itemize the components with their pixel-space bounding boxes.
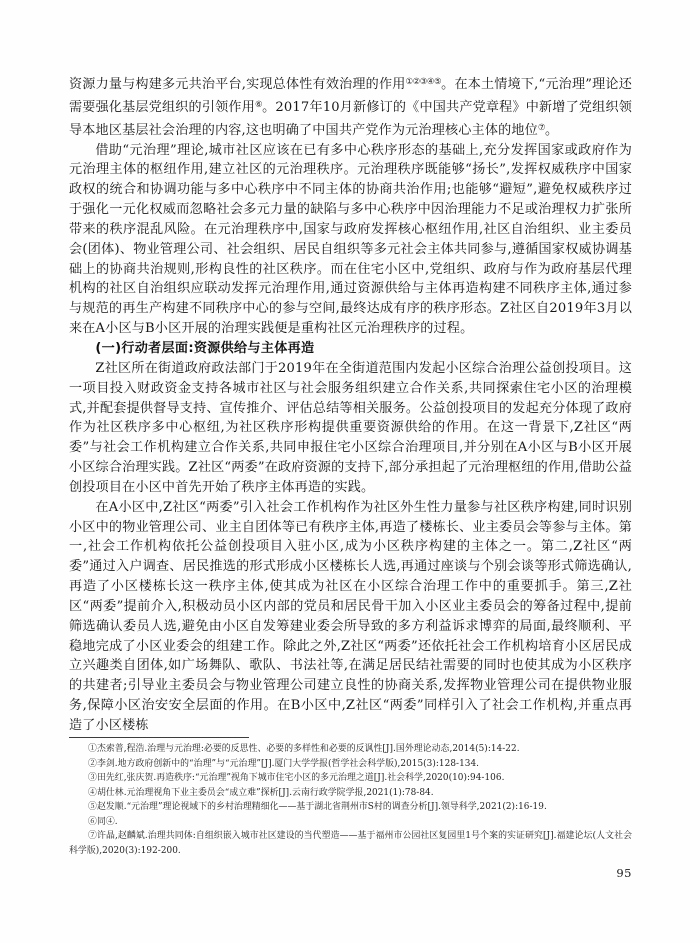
footnote-text-7: 许晶,赵麟斌.治理共同体:自组织嵌入城市社区建设的当代塑造——基于福州市公园社区复园里1号个案的实证研究[J].福建论坛(人文社会科学版),2020(3):192-200. bbox=[69, 831, 632, 856]
footnote-item-5 bbox=[69, 800, 632, 815]
footnote-item-4 bbox=[69, 786, 632, 801]
paragraph-1-seg-1: 资源力量与构建多元共治平台,实现总体性有效治理的作用 bbox=[69, 77, 406, 92]
page-number: 95 bbox=[616, 866, 632, 880]
footnote-text-2: 李剑.地方政府创新中的“治理”与“元治理”[J].厦门大学学报(哲学社会科学版),2015(3):128-134. bbox=[96, 758, 480, 769]
footnote-text-5: 赵发顺.“元治理”理论视域下的乡村治理精细化——基于湖北省荆州市S村的调查分析[J].领导科学,2021(2):16-19. bbox=[96, 802, 547, 813]
footnote-text-3: 田先红,张庆贺.再造秩序:“元治理”视角下城市住宅小区的多元治理之道[J].社会科学,2020(10):94-106. bbox=[96, 773, 505, 784]
paragraph-4: 在A小区中,Z社区“两委”引入社会工作机构作为社区外生性力量参与社区秩序构建,同时识别小区中的物业管理公司、业主自团体等已有秩序主体,再造了楼栋长、业主委员会等参与主体。第一,社会工作机构依托公益创投项目入驻小区,成为小区秩序构建的主体之一。第二,Z社区“两委”通过入户调查、居民推选的形式形成小区楼栋长人选,再通过座谈与个别会谈等形式筛选确认,再造了小区楼栋长这一秩序主体,使其成为社区在小区综合治理工作中的重要抓手。第三,Z社区“两委”提前介入,积极动员小区内部的党员和居民骨干加入小区业主委员会的筹备过程中,提前筛选确认委员人选,避免由小区自发筹建业委会所导致的多方利益诉求博弈的局面,最终顺利、平稳地完成了小区业委会的组建工作。除此之外,Z社区“两委”还依托社会工作机构培育小区居民成立兴趣类自团体,如广场舞队、歌队、书法社等,在满足居民结社需要的同时也使其成为小区秩序的共建者;引导业主委员会与物业管理公司建立良性的协商关系,发挥物业管理公司在提供物业服务,保障小区治安安全层面的作用。在B小区中,Z社区“两委”同样引入了社会工作机构,并重点再造了小区楼栋 bbox=[69, 499, 632, 733]
paragraph-3: Z社区所在街道政府政法部门于2019年在全街道范围内发起小区综合治理公益创投项目。这一项目投入财政资金支持各城市社区与社会服务组织建立合作关系,共同探索住宅小区的治理模式,并配套提供督导支持、宣传推介、评估总结等相关服务。公益创投项目的发起充分体现了政府作为社区秩序多中心枢纽,为社区秩序形构提供重要资源供给的作用。在这一背景下,Z社区“两委”与社会工作机构建立合作关系,共同申报住宅小区综合治理项目,并分别在A小区与B小区开展小区综合治理实践。Z社区“两委”在政府资源的支持下,部分承担起了元治理枢纽的作用,借助公益创投项目在小区中首先开始了秩序主体再造的实践。 bbox=[69, 360, 632, 495]
footnote-text-4: 胡仕林.元治理视角下业主委员会“成立难”探析[J].云南行政学院学报,2021(1):78-84. bbox=[96, 787, 434, 798]
footnote-marker-5: ⑤ bbox=[88, 802, 97, 813]
footnote-marker-4: ④ bbox=[88, 787, 97, 798]
footnote-marker-7: ⑦ bbox=[88, 831, 97, 842]
paragraph-1-seg-2: 。在本土情境下,“元治理”理论还需要强化基层党组织的引领作用 bbox=[69, 77, 632, 115]
paragraph-1-seg-4: 。 bbox=[545, 122, 559, 138]
footnote-item-6 bbox=[69, 815, 632, 830]
footnote-item-3 bbox=[69, 771, 632, 786]
paragraph-2: 借助“元治理”理论,城市社区应该在已有多中心秩序形态的基础上,充分发挥国家或政府作为元治理主体的枢纽作用,建立社区的元治理秩序。元治理秩序既能够“扬长”,发挥权威秩序中国家政权的统合和协调功能与多中心秩序中不同主体的协商共治作用;也能够“避短”,避免权威秩序过于强化一元化权威而忽略社会多元力量的缺陷与多中心秩序中因治理能力不足或治理权力扩张所带来的秩序混乱风险。在元治理秩序中,国家与政府发挥核心枢纽作用,社区自治组织、业主委员会(团体)、物业管理公司、社会组织、居民自组织等多元社会主体共同参与,遵循国家权威协调基础上的协商共治规则,形构良性的社区秩序。而在住宅小区中,党组织、政府与作为政府基层代理机构的社区自治组织应联动发挥元治理作用,通过资源供给与主体再造构建不同秩序主体,通过参与规范的再生产构建不同秩序中心的参与空间,最终达成有序的秩序形态。Z社区自2019年3月以来在A小区与B小区开展的治理实践便是重构社区元治理秩序的过程。 bbox=[69, 142, 632, 337]
footnote-ref-6[interactable]: ⑥ bbox=[254, 98, 263, 109]
footnote-item-1 bbox=[69, 742, 632, 757]
footnote-item-2 bbox=[69, 757, 632, 772]
footnote-marker-6: ⑥ bbox=[88, 816, 97, 827]
footnote-ref-1-5[interactable]: ①②③④⑤ bbox=[405, 76, 442, 86]
footnote-ref-7[interactable]: ⑦ bbox=[537, 121, 546, 132]
section-heading: (一)行动者层面:资源供给与主体再造 bbox=[95, 340, 315, 356]
body-text-column bbox=[69, 72, 632, 736]
footnote-marker-2: ② bbox=[88, 758, 97, 769]
footnote-text-6: 同④. bbox=[96, 816, 118, 827]
footnote-marker-3: ③ bbox=[88, 773, 97, 784]
footnote-separator-rule bbox=[69, 737, 249, 738]
paragraph-1 bbox=[69, 72, 632, 141]
paragraph-1-seg-3: 。2017年10月新修订的《中国共产党章程》中新增了党组织领导本地区基层社会治理的内容,这也明确了中国共产党作为元治理核心主体的地位 bbox=[69, 99, 632, 138]
footnote-marker-1: ① bbox=[88, 744, 97, 754]
footnote-text-1: 杰索普,程浩.治理与元治理:必要的反思性、必要的多样性和必要的反讽性[J].国外理论动态,2014(5):14-22. bbox=[96, 744, 520, 754]
footnote-item-7 bbox=[69, 829, 632, 858]
footnote-list bbox=[69, 742, 632, 858]
